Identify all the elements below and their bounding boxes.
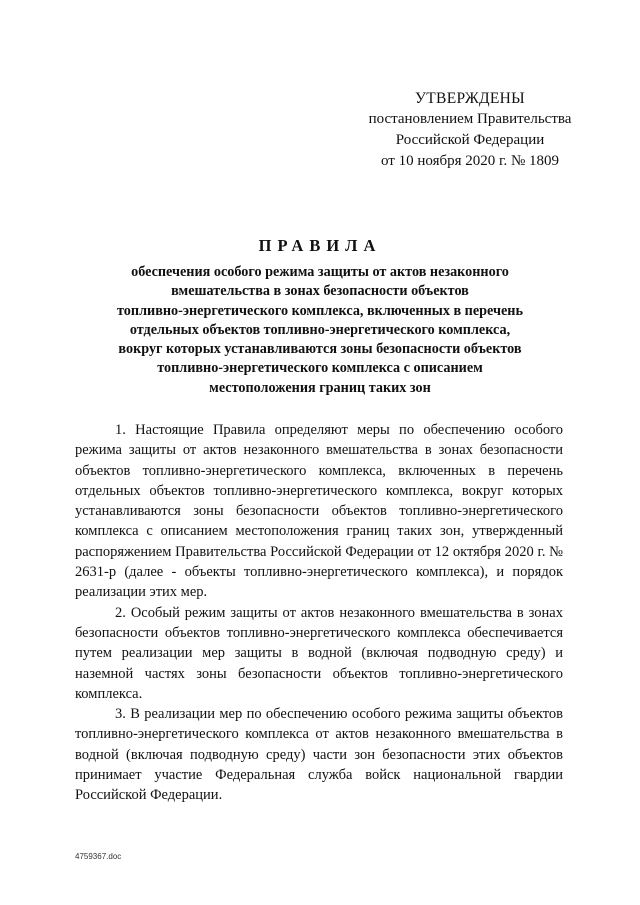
subtitle-line: местоположения границ таких зон — [209, 379, 431, 396]
subtitle-line: вмешательства в зонах безопасности объектов — [171, 283, 469, 300]
paragraph-3: 3. В реализации мер по обеспечению особого режима защиты объектов топливно-энергетического комплекса от актов незаконного вмешательства в водной (включая подводную среду) части зон безопасности этих объектов принимает участие Федеральная служба войск национальной гвардии Российской Федерации. — [75, 706, 563, 804]
approval-heading: УТВЕРЖДЕНЫ — [415, 90, 525, 107]
subtitle-line: отдельных объектов топливно-энергетического комплекса, — [129, 321, 511, 338]
approval-line-1: постановлением Правительства — [368, 111, 572, 127]
subtitle-line: топливно-энергетического комплекса, включенных в перечень — [117, 302, 523, 319]
document-body — [75, 420, 563, 806]
file-reference: 4759367.doc — [75, 852, 122, 861]
paragraph-1: 1. Настоящие Правила определяют меры по обеспечению особого режима защиты от актов незаконного вмешательства в зонах безопасности объектов топливно-энергетического комплекса, включенных в перечень отдельных объектов топливно-энергетического комплекса, вокруг которых устанавливаются зоны безопасности объектов топливно-энергетического комплекса с описанием местоположения границ таких зон, утвержденный распоряжением Правительства Российской Федерации от 12 октября 2020 г. № 2631-р (далее - объекты топливно-энергетического комплекса), и порядок реализации этих мер. — [75, 422, 563, 601]
subtitle-line: обеспечения особого режима защиты от актов незаконного — [131, 264, 509, 280]
subtitle-line: топливно-энергетического комплекса с описанием — [157, 360, 483, 377]
approval-line-2: Российской Федерации — [395, 132, 545, 148]
subtitle-line: вокруг которых устанавливаются зоны безопасности объектов — [118, 341, 522, 358]
document-subtitle — [80, 263, 560, 398]
document-title: ПРАВИЛА — [258, 236, 382, 255]
approval-block — [330, 88, 610, 172]
paragraph-2: 2. Особый режим защиты от актов незаконного вмешательства в зонах безопасности объектов топливно-энергетического комплекса обеспечивается путем реализации мер защиты в водной (включая подводную среду) и наземной частях зоны безопасности объектов топливно-энергетического комплекса. — [75, 604, 563, 702]
approval-line-3: от 10 ноября 2020 г. № 1809 — [380, 153, 560, 169]
